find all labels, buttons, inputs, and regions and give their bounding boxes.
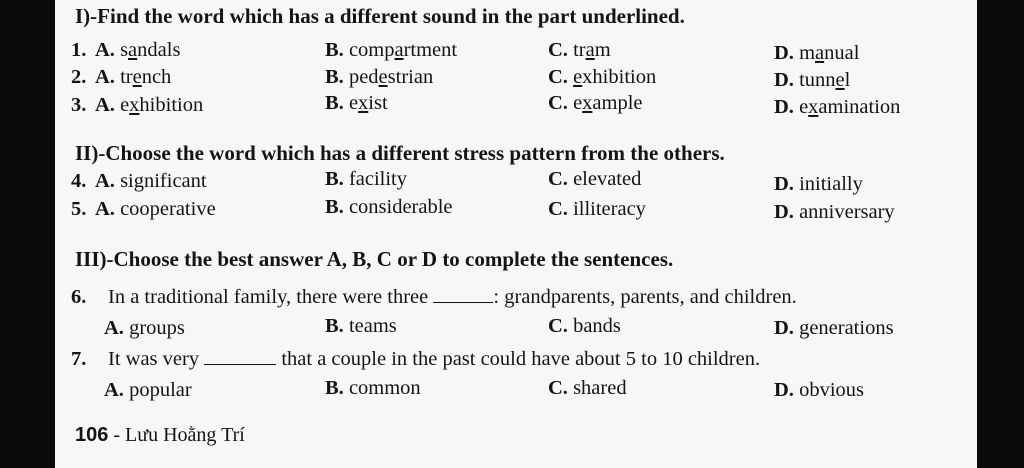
question-5 [71, 198, 971, 224]
section-1-heading: I)-Find the word which has a different sound in the part underlined. [75, 4, 685, 28]
option-b: B. pedestrian [325, 66, 434, 88]
question-1 [71, 39, 971, 65]
option-a: A. popular [104, 379, 192, 401]
option-c: C. elevated [548, 168, 642, 190]
option-a: A. exhibition [95, 94, 204, 116]
option-c: C. shared [548, 377, 627, 399]
question-number: 7. [71, 348, 87, 370]
option-b: B. exist [325, 92, 388, 114]
option-d: D. manual [774, 42, 860, 64]
answer-blank [433, 286, 493, 303]
option-a: A. significant [95, 170, 207, 192]
option-c: C. tram [548, 39, 611, 61]
option-a: A. sandals [95, 39, 181, 61]
question-number: 6. [71, 286, 87, 308]
option-d: D. obvious [774, 379, 864, 401]
section-2-heading: II)-Choose the word which has a different stress pattern from the others. [75, 141, 725, 165]
question-7-stem [71, 348, 971, 374]
option-c: C. illiteracy [548, 198, 646, 220]
option-b: B. common [325, 377, 421, 399]
question-6-stem [71, 286, 971, 312]
option-d: D. anniversary [774, 201, 895, 223]
question-7-options [71, 379, 971, 405]
option-b: B. teams [325, 315, 397, 337]
question-4 [71, 170, 971, 196]
question-number: 4. [71, 170, 87, 192]
question-text: In a traditional family, there were three : grandparents, parents, and children. [108, 286, 797, 308]
page-number: 106 [75, 424, 109, 446]
option-c: C. exhibition [548, 66, 657, 88]
option-c: C. example [548, 92, 643, 114]
option-d: D. examination [774, 96, 901, 118]
option-b: B. considerable [325, 196, 453, 218]
question-2 [71, 66, 971, 92]
option-c: C. bands [548, 315, 621, 337]
section-3-heading: III)-Choose the best answer A, B, C or D to complete the sentences. [75, 247, 674, 271]
worksheet-content [55, 0, 977, 468]
option-a: A. cooperative [95, 198, 216, 220]
question-number: 3. [71, 94, 87, 116]
option-b: B. compartment [325, 39, 458, 61]
author-name: Lưu Hoằng Trí [125, 424, 245, 446]
answer-blank [204, 348, 276, 365]
option-b: B. facility [325, 168, 407, 190]
question-text: It was very that a couple in the past could have about 5 to 10 children. [108, 348, 761, 370]
question-number: 1. [71, 39, 87, 61]
option-a: A. trench [95, 66, 172, 88]
question-3 [71, 94, 971, 120]
option-d: D. generations [774, 317, 894, 339]
question-number: 2. [71, 66, 87, 88]
option-d: D. tunnel [774, 69, 851, 91]
page-footer [75, 424, 245, 447]
option-d: D. initially [774, 173, 863, 195]
option-a: A. groups [104, 317, 185, 339]
question-6-options [71, 317, 971, 343]
question-number: 5. [71, 198, 87, 220]
footer-separator: - [113, 424, 121, 446]
worksheet-page [55, 0, 977, 468]
